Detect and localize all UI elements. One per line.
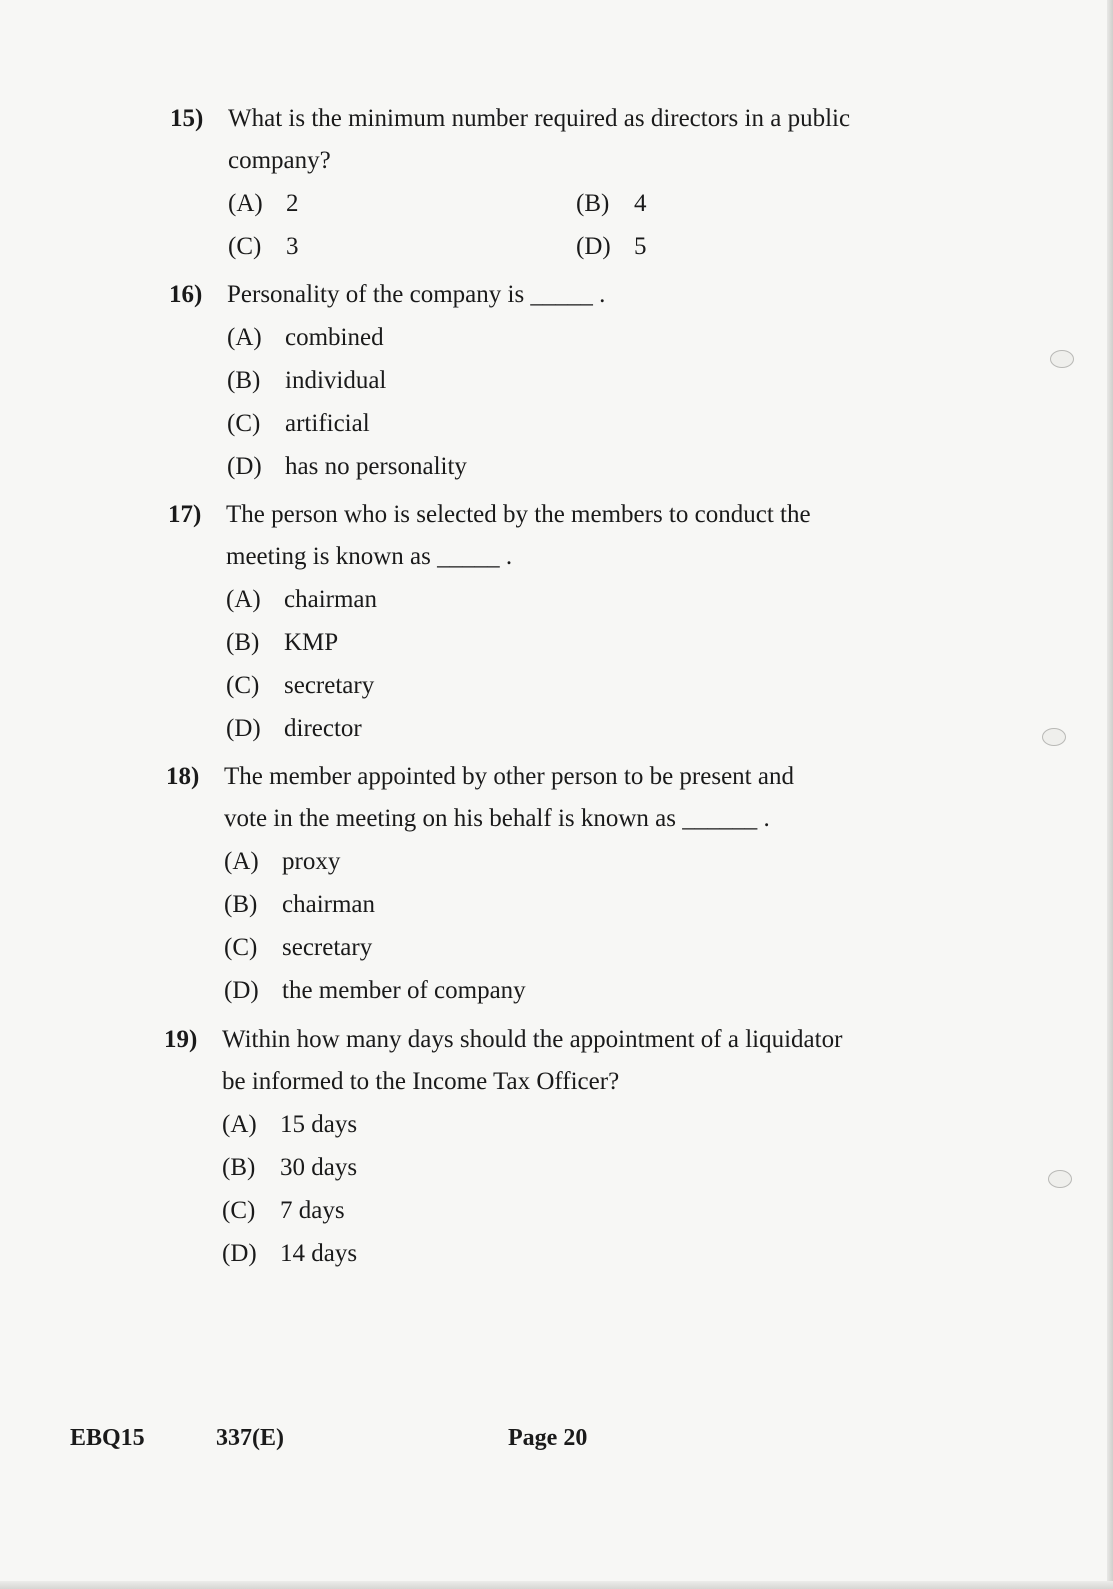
- bottom-edge: [0, 1581, 1113, 1589]
- punch-hole-mark: [1042, 728, 1066, 746]
- question-text-line: company?: [228, 147, 331, 174]
- option-text: the member of company: [282, 977, 526, 1004]
- question-17: [168, 494, 906, 750]
- option-text: secretary: [282, 934, 373, 961]
- question-text-line: vote in the meeting on his behalf is known as ______ .: [224, 805, 770, 832]
- option-label: (C): [226, 672, 260, 699]
- footer-page-number: Page 20: [508, 1425, 588, 1451]
- question-19: [164, 1019, 902, 1275]
- question-number: 19): [164, 1026, 198, 1053]
- question-text: [226, 494, 906, 578]
- option-a: [224, 840, 904, 883]
- option-d: [576, 225, 647, 268]
- option-a: [222, 1103, 902, 1146]
- option-label: (D): [222, 1240, 257, 1267]
- punch-hole-mark: [1050, 350, 1074, 368]
- option-label: (B): [576, 190, 610, 217]
- question-number: 17): [168, 501, 202, 528]
- option-label: (A): [222, 1111, 257, 1138]
- option-b: [226, 621, 906, 664]
- footer-code: EBQ15: [70, 1425, 145, 1451]
- question-text: [224, 756, 904, 840]
- question-number: 16): [169, 281, 203, 308]
- option-label: (D): [576, 233, 611, 260]
- option-a: [226, 578, 906, 621]
- question-text-line: Personality of the company is _____ .: [227, 281, 606, 308]
- option-c: [224, 926, 904, 969]
- option-c: [227, 402, 907, 445]
- option-label: (D): [226, 715, 261, 742]
- option-text: director: [284, 715, 362, 742]
- option-label: (A): [224, 848, 259, 875]
- footer-paper: 337(E): [216, 1425, 284, 1451]
- option-d: [226, 707, 906, 750]
- option-a: [228, 182, 299, 225]
- question-number: 15): [170, 105, 204, 132]
- option-text: 3: [286, 233, 299, 260]
- option-label: (B): [224, 891, 258, 918]
- option-text: 4: [634, 190, 647, 217]
- option-c: [228, 225, 299, 268]
- option-label: (C): [222, 1197, 256, 1224]
- option-label: (C): [228, 233, 262, 260]
- question-15: [170, 98, 908, 268]
- option-label: (D): [224, 977, 259, 1004]
- option-d: [224, 969, 904, 1012]
- option-text: chairman: [282, 891, 376, 918]
- option-label: (A): [226, 586, 261, 613]
- option-label: (B): [226, 629, 260, 656]
- question-text-line: The person who is selected by the members to conduct the: [226, 501, 811, 528]
- option-label: (A): [228, 190, 263, 217]
- option-text: secretary: [284, 672, 375, 699]
- option-d: [227, 445, 907, 488]
- option-b: [227, 359, 907, 402]
- question-text-line: Within how many days should the appointment of a liquidator: [222, 1026, 843, 1053]
- question-text: [222, 1019, 902, 1103]
- option-text: artificial: [285, 410, 370, 437]
- option-text: 2: [286, 190, 299, 217]
- option-label: (C): [227, 410, 261, 437]
- option-label: (B): [222, 1154, 256, 1181]
- option-text: chairman: [284, 586, 378, 613]
- option-text: KMP: [284, 629, 339, 656]
- option-c: [222, 1189, 902, 1232]
- option-text: individual: [285, 367, 387, 394]
- option-text: proxy: [282, 848, 341, 875]
- option-row: [228, 225, 908, 268]
- option-b: [576, 182, 647, 225]
- question-text-line: The member appointed by other person to be present and: [224, 763, 794, 790]
- option-text: 15 days: [280, 1111, 358, 1138]
- option-b: [222, 1146, 902, 1189]
- option-text: has no personality: [285, 453, 467, 480]
- question-number: 18): [166, 763, 200, 790]
- question-18: [166, 756, 904, 1012]
- option-label: (A): [227, 324, 262, 351]
- question-text: [228, 98, 908, 182]
- option-text: 7 days: [280, 1197, 345, 1224]
- option-label: (B): [227, 367, 261, 394]
- page-edge: [1107, 0, 1113, 1589]
- option-label: (C): [224, 934, 258, 961]
- option-label: (D): [227, 453, 262, 480]
- option-row: [228, 182, 908, 225]
- question-16: [169, 274, 907, 488]
- option-text: 30 days: [280, 1154, 358, 1181]
- punch-hole-mark: [1048, 1170, 1072, 1188]
- option-text: combined: [285, 324, 384, 351]
- option-text: 5: [634, 233, 647, 260]
- option-b: [224, 883, 904, 926]
- option-d: [222, 1232, 902, 1275]
- question-text-line: be informed to the Income Tax Officer?: [222, 1068, 620, 1095]
- option-c: [226, 664, 906, 707]
- option-text: 14 days: [280, 1240, 358, 1267]
- question-text-line: meeting is known as _____ .: [226, 543, 513, 570]
- option-a: [227, 316, 907, 359]
- question-text-line: What is the minimum number required as directors in a public: [228, 105, 851, 132]
- question-text: [227, 274, 907, 316]
